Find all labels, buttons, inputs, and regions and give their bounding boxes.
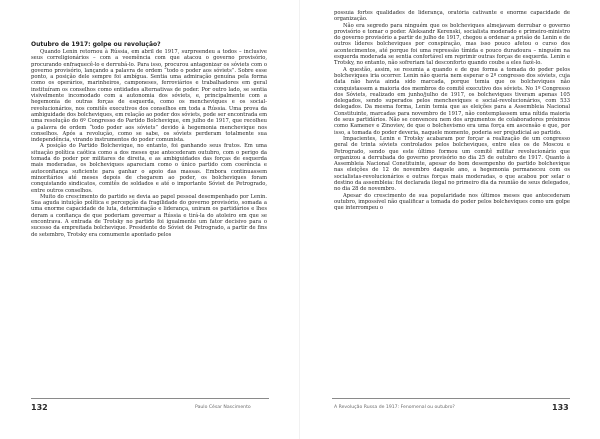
running-footer-author: Paulo César Nascimento: [195, 405, 251, 410]
section-heading: Outubro de 1917: golpe ou revolução?: [31, 41, 161, 48]
paragraph: Quando Lenin retornou à Rússia, em abril de 1917, surpreendeu a todos – inclusive seus correligionários – com a veemência com que atacou o governo provisório, procurando enfraquecê-lo e derrubá-lo. Para isso, procurou antagonizar os sóviets com o governo provisório, lançando a palavra de ordem “todo o poder aos sóviets”. Sobre esse ponto, a posição dele sempre foi ambígua. Sentia uma admiração genuína pela forma como os operários, marinheiros, camponeses, ferroviários e trabalhadores em geral instituíram os conselhos como entidades alternativas de poder. Por outro lado, se sentia visivelmente incomodado com a autonomia dos sóviets, e, principalmente com a hegemonia de outras forças de esquerda, como os mencheviques e os social-revolucionários, nos comitês executivos dos conselhos em toda a Rússia. Uma prova da ambiguidade dos bolcheviques, em relação ao poder dos sóviets, pode ser encontrada em uma resolução do 6º Congresso do Partido Bolchevique, em julho de 1917, que recolheu a palavra de ordem “todo poder aos sóviets” devido à hegemonia menchevique nos conselhos. Após a revolução, como se sabe, os sóviets perderam totalmente sua independência, virando instrumentos do poder comunista.: [31, 49, 267, 144]
paragraph: A questão, assim, se resumia a quando e de que forma a tomada do poder pelos bolcheviques iria ocorrer. Lenin não queria nem esperar o 2º congresso dos sóviets, cuja data não havia ainda sido marcada, porque temia que os bolcheviques não conquistassem a maioria dos membros do comitê executivo dos sóviets. No 1º Congresso dos Sóviets, realizado em junho/julho de 1917, os bolcheviques tiveram apenas 105 delegados, sendo superados pelos mencheviques e social-revolucionários, com 533 delegados. Da mesma forma, Lenin temia que as eleições para a Assembleia Nacional Constituinte, marcadas para novembro de 1917, não contemplassem uma nítida maioria de seus partidários. Não se convenceu nem dos argumentos de colaboradores próximos como Kamenev e Zinoviev, de que o bolchevismo era uma força em ascensão e que, por isso, a tomada do poder deveria, naquele momento, poderia ser prejudicial ao partido.: [334, 66, 570, 136]
right-page: [300, 0, 600, 439]
paragraph: Apesar do crescimento de sua popularidade nos últimos meses que antecederam outubro, impossível não qualificar a tomada do poder pelos bolcheviques como um golpe que interrompeu o: [334, 192, 570, 212]
paragraph: Muito do crescimento do partido se devia ao papel pessoal desempenhado por Lenin. Sua aguda intuição política e percepção da fragilidade do governo provisório, somada a uma enorme capacidade de luta, determinação e liderança, uniram os partidários e lhes deram a confiança de que poderiam governar a Rússia e tirá-la do atoleiro em que se encontrava. A entrada de Trotsky no partido foi igualmente um fator decisivo para o sucesso da empreitada bolchevique. Presidente do Sóviet de Petrogrado, a partir de fins de setembro, Trotsky era comumente apontado pelos: [31, 193, 267, 238]
paragraph: A posição do Partido Bolchevique, no entanto, foi ganhando seus frutos. Em uma situação política caótica como a dos meses que antecederam outubro, com o perigo da tomada do poder por militares de direita, e as ambiguidades das forças de esquerda mais moderadas, os bolcheviques apareciam como o único partido com coerência e autoconfiança suficiente para ganhar o apoio das massas. Embora continuassem minoritários até meses depois de chegarem ao poder, os bolcheviques foram conquistando sindicatos, comitês de soldados e até o importante Sóviet de Petrogrado, entre outros conselhos.: [31, 143, 267, 194]
running-footer-title: A Revolução Russa de 1917: Fenomenal ou outubro?: [334, 405, 455, 410]
footer-rule: [332, 398, 570, 399]
right-page-body: [334, 10, 570, 384]
page-number: 132: [31, 403, 48, 412]
left-page-body: [31, 41, 267, 384]
page-number: 133: [552, 403, 569, 412]
paragraph: Não era segredo para ninguém que os bolcheviques almejavam derrubar o governo provisório e tomar o poder. Aleksandr Kerenski, socialista moderado e primeiro-ministro do governo provisório a partir de julho de 1917, chegou a ordenar a prisão de Lenin e de outros líderes bolcheviques por conspiração, mas isso pouco afetou o curso dos acontecimentos, até porque foi uma repressão tímida e pouco duradoura – ninguém na esquerda moderada se sentia confortável em reprimir outras forças de esquerda. Lenin e Trotsky, no entanto, não sofreriam tal desconforto quando coube a eles fazê-lo.: [334, 22, 570, 67]
paragraph: Impacientes, Lenin e Trotsky acabaram por forçar a realização de um congresso geral de trinta sóviets controlados pelos bolcheviques, entre eles os de Moscou e Petrogrado, sendo que este último formou um comitê militar revolucionário que organizou a derrubada do governo provisório no dia 25 de outubro de 1917. Quanto à Assembleia Nacional Constituinte, apesar do bom desempenho do partido bolchevique nas eleições de 12 de novembro daquele ano, a hegemonia permaneceu com os socialistas-revolucionários e outras forças mais moderadas, o que acabou por selar o destino da assembleia: foi declarada ilegal no primeiro dia da reunião de seus delegados, no dia 28 de novembro.: [334, 135, 570, 193]
paragraph: possuía fortes qualidades de liderança, oratória cativante e enorme capacidade de organização.: [334, 10, 570, 23]
footer-rule: [31, 398, 269, 399]
